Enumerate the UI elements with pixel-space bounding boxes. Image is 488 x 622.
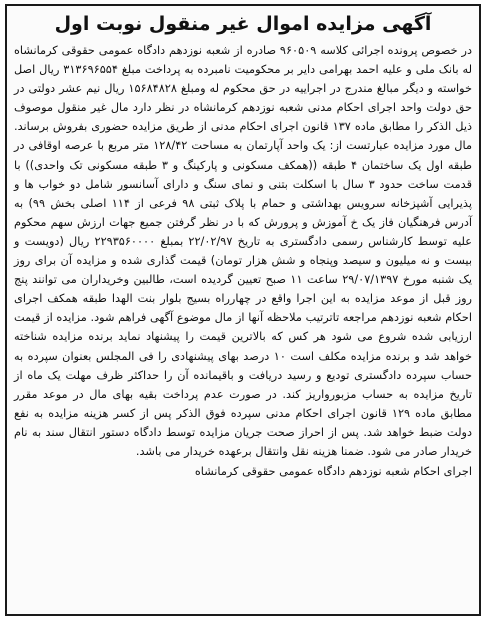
auction-notice: [5, 4, 481, 616]
notice-title: آگهی مزایده اموال غیر منقول نوبت اول: [54, 13, 432, 35]
notice-signature: اجرای احکام شعبه نوزدهم دادگاه عمومی حقوقی کرمانشاه: [194, 465, 472, 479]
notice-body: در خصوص پرونده اجرائی کلاسه ۹۶۰۵۰۹ صادره از شعبه نوزدهم دادگاه عمومی حقوقی کرمانشاه له بانک ملی و علیه احمد بهرامی دایر بر محکومیت نامبرده به پرداخت مبلغ ۳۱۳۶۹۶۵۵۴ ریال اصل خواسته و دیگر مبالغ مندرج در اجراییه در حق محکوم له ومبلغ ۱۵۶۸۴۸۲۸ ریال نیم عشر دولتی در حق دولت واحد اجرای احکام مدنی شعبه نوزدهم کرمانشاه در نظر دارد مال غیر منقول موصوف ذیل الذکر را مطابق ماده ۱۳۷ قانون اجرای احکام مدنی از طریق مزایده حضوری بفروش برساند. مال مورد مزایده عبارتست از: یک واحد آپارتمان به مساحت ۱۲۸/۴۲ متر مربع با عرصه اوقافی در طبقه اول یک ساختمان ۴ طبقه ((همکف مسکونی و پارکینگ و ۳ طبقه مسکونی تک واحدی)) با قدمت ساخت حدود ۳ سال با اسکلت بتنی و نمای سنگ و دارای آسانسور شامل دو خواب ها و پذیرایی آشپزخانه سرویس بهداشتی و حمام با پلاک ثبتی ۹۸ فرعی از ۱۱۴ اصلی بخش ۹۹) به آدرس فرهنگیان فاز یک خ آموزش و پرورش که با در نظر گرفتن جمیع جهات ارزش سهم محکوم علیه توسط کارشناس رسمی دادگستری به تاریخ ۲۲/۰۲/۹۷ بمبلغ ۲۲۹۳۵۶۰۰۰۰ ریال (دویست و بیست و نه میلیون و سیصد وپنجاه و شش هزار تومان) قیمت گذاری شده و مزایده آن برای روز یک شنبه مورخ ۲۹/۰۷/۱۳۹۷ ساعت ۱۱ صبح تعیین گردیده است، طالبین وخریداران می توانند پنج روز قبل از موعد مزایده به این اجرا واقع در چهارراه بسیج بلوار بنت الهدا طبقه همکف اجرای احکام شعبه نوزدهم مراجعه تاترتیب ملاحظه آنها از مال موضوع آگهی فراهم شود. مزایده از قیمت ارزیابی شده شروع می شود هر کس که بالاترین قیمت را پیشنهاد نماید برنده مزایده شناخته خواهد شد و برنده مزایده مکلف است ۱۰ درصد بهای پیشنهادی را فی المجلس بعنوان سپرده به حساب سپرده دادگستری تودیع و رسید دریافت و باقیمانده آن را حداکثر ظرف مهلت یک ماه از تاریخ مزایده به حساب مزبورواریز کند. در صورت عدم پرداخت بقیه بهای مال در موعد مقرر مطابق ماده ۱۲۹ قانون اجرای احکام مدنی سپرده فوق الذکر پس از کسر هزینه مزایده به نفع دولت ضبط خواهد شد. پس از احراز صحت جریان مزایده توسط دادگاه دستور انتقال سند به نام خریدار صادر می شود. ضمنا هزینه نقل وانتقال برعهده خریدار می باشد.: [14, 44, 473, 458]
